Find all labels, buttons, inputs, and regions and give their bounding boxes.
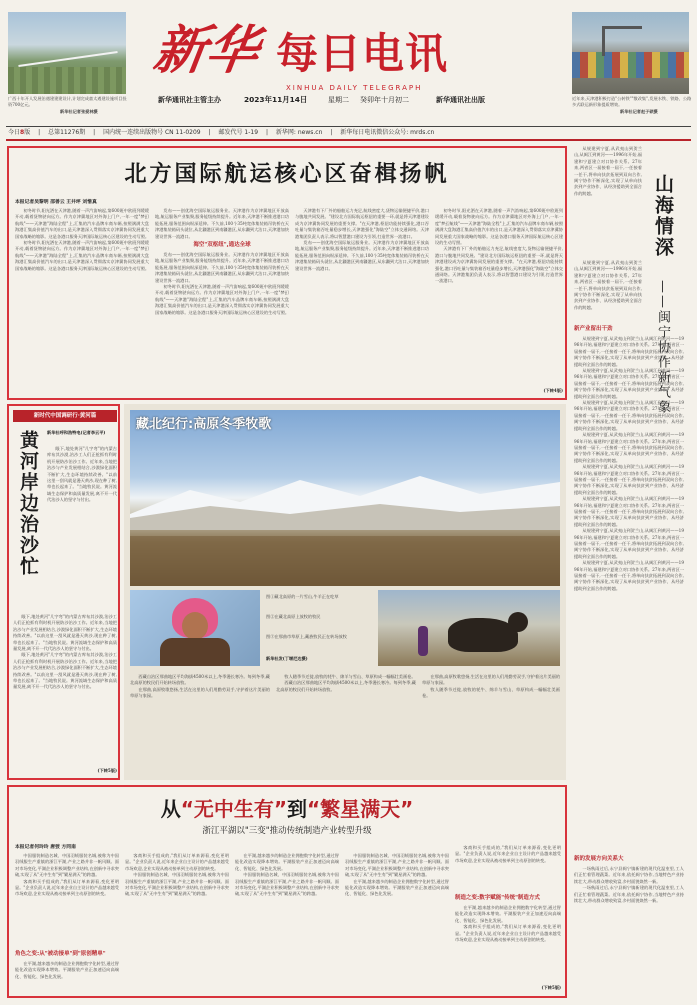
bottom-body-col1: 中国服装制造名城、中国羽绒服装名城,被称为中国羽绒服生产重镇的浙江平湖,产业之路并非一帆风顺。面对市场变化,平湖企业积极调整产业结构,在创新中寻求突破,实现了从"无中生有"到"繁星满天"的跨越。 客商和买手组成的,"我们从订单来源看,变化更明显。"企业负责人说,近年来企业自主设计的产品越来越受市场欢迎,企业实现从被动接单到主动原创的转变。: [15, 853, 119, 897]
site-link-2[interactable]: 新华每日电讯微信公众号: mrds.cn: [340, 129, 435, 136]
logo-text-meiri: 每日电讯: [276, 29, 449, 78]
series-tag[interactable]: 新时代中国调研行·黄河篇: [13, 410, 117, 422]
left-promo-credit: 新华社记者张爱林摄: [60, 109, 98, 114]
lead-byline: 本报记者吴黎明 邵善云 王井坪 刘惜真: [15, 200, 97, 205]
lead-continued[interactable]: (下转4版): [543, 388, 563, 393]
left-promo-caption: 广西十年开人发展治遇建建建设计,计划完成童太遇建设施项目投资700亿元。: [8, 96, 127, 107]
masthead-date: 2023年11月14日: [244, 95, 308, 104]
yellow-river-byline: 新华社呼和浩特电(记者李云平): [47, 430, 106, 435]
photo-feature-text-2: 牧人随季节迁徙,放牧的牦牛、绵羊与雪山、草原构成一幅幅壮美画卷。 西藏自治区那曲地区平均海拔4500米以上,冬季漫长寒冷。每到冬季,藏北高原的牧民们开始转场放牧。: [276, 674, 416, 692]
lead-headline[interactable]: 北方国际航运核心区奋楫扬帆: [124, 162, 450, 187]
masthead-lunar: 癸卯年十月初二: [360, 96, 409, 104]
bottom-subhead-2: 制造之变:数字赋能"传统"制造方式: [455, 895, 540, 901]
bottom-body-col1b: 在平湖,越来越多的制造企业拥抱数字化转型,通过智能化改造实现降本增效。平湖服装产业正加速迈向高端化、智能化、绿色化发展。: [15, 961, 119, 979]
right-subhead-2: 新的发展方向关系大: [574, 856, 624, 862]
logo-text-xinhua: 新华: [149, 20, 263, 81]
vertical-title-sub: ——闽宁协作新气象: [655, 280, 670, 415]
bottom-body-col3: 在平湖,越来越多的制造企业拥抱数字化转型,通过智能化改造实现降本增效。平湖服装产业正加速迈向高端化、智能化、绿色化发展。 中国服装制造名城、中国羽绒服装名城,被称为中国羽绒服生产重镇的浙江平湖,产业之路并非一帆风顺。面对市场变化,平湖企业积极调整产业结构,在创新中寻求突破,实现了从"无中生有"到"繁星满天"的跨越。: [235, 853, 339, 897]
right-promo-photo[interactable]: [572, 12, 689, 94]
lead-body-col3: 天津港有下厂外的船舶运力充足,航线密度大,货物运输便捷平价,港口与腹地共同发展。"建设北方国际航运枢纽的重要一环,就是将天津港建设成为京津冀协同发展的重要支撑。"在天津港,枢纽功能持续强化,港口吞吐量与集装箱吞吐量稳步增长,天津港强化"海陆空"立体交通网络。天津港集团负责人表示,将以智慧港口建设为引领,打造世界一流港口。 发布——创优海空国际航运服务业。天津港作为京津冀地区开放高地,航运服务产业集聚,服务能级持续提升。近年来,天津港不断推进港口功能拓展,服务范围向纵深延伸。不久前,100个35吨宽体集装箱吊装桥在天津港集装箱码头就位,从北疆港区到南疆港区,从东疆到大沽口,天津港加快建设世界一流港口。: [295, 208, 429, 271]
lead-subhead-1: 海空"双枢纽",通达全球: [193, 242, 251, 248]
photo-feature-yak-image[interactable]: [378, 590, 560, 666]
bottom-body-col4: 中国服装制造名城、中国羽绒服装名城,被称为中国羽绒服生产重镇的浙江平湖,产业之路并非一帆风顺。面对市场变化,平湖企业积极调整产业结构,在创新中寻求突破,实现了从"无中生有"到"繁星满天"的跨越。 在平湖,越来越多的制造企业拥抱数字化转型,通过智能化改造实现降本增效。平湖服装产业正加速迈向高端化、智能化、绿色化发展。: [345, 853, 449, 897]
right-promo-credit: 新华社记者赵子硕摄: [620, 109, 658, 114]
photo-feature: [124, 404, 566, 780]
masthead-weekday: 星期二: [328, 96, 349, 104]
photo-caption-1: 图①藏北高原的一片雪山,牛羊正在吃草: [266, 594, 339, 599]
photo-feature-text-3: 在那曲,高原牧歌悠扬,生活在这里的人们用勤劳双手,守护着这片美丽的草原与家园。 牧人随季节迁徙,放牧的牦牛、绵羊与雪山、草原构成一幅幅壮美画卷。: [422, 674, 561, 699]
cn-number: 国内统一连续出版物号 CN 11-0209: [103, 129, 201, 136]
photo-feature-text-1: 西藏自治区那曲地区平均海拔4500米以上,冬季漫长寒冷。每到冬季,藏北高原的牧民们开始转场放牧。 在那曲,高原牧歌悠扬,生活在这里的人们用勤劳双手,守护着这片美丽的草原与家园。: [130, 674, 270, 699]
yellow-river-continued[interactable]: (下转5版): [97, 768, 117, 773]
site-link[interactable]: 新华网: news.cn: [275, 129, 323, 136]
right-body-top-2: 从规建到宁夏,从武夷山到贺兰山,从闽江到黄河——1996年开始,福建和宁夏建立对口协作关系。27年来,两省区一届接着一届干,一任接着一任干,将单向扶贫拓展到双向合作,闽宁协作不断深化,实现了从单向扶贫到产业协作、从经济援助到全面合作的跨越。: [574, 260, 642, 310]
bottom-byline: 本报记者何玲玲 唐弢 方同南: [15, 845, 76, 850]
masthead: [0, 0, 697, 142]
bottom-headline[interactable]: 从“无中生有”到“繁星满天”: [160, 797, 414, 821]
masthead-logo[interactable]: [149, 18, 449, 86]
masthead-pinyin: XINHUA DAILY TELEGRAPH: [286, 84, 423, 92]
right-body-bottom: 一场秋雨过后,永宁县闽宁镇新建的现代化温室里,工人们正忙着管理蔬菜。近年来,依托闽宁协作,当地特色产业持续壮大,带动群众增收致富,乡村面貌焕然一新。 一场秋雨过后,永宁县闽宁镇新建的现代化温室里,工人们正忙着管理蔬菜。近年来,依托闽宁协作,当地特色产业持续壮大,带动群众增收致富,乡村面貌焕然一新。: [574, 866, 684, 904]
right-body-mid: 从规建到宁夏,从武夷山到贺兰山,从闽江到黄河——1996年开始,福建和宁夏建立对口协作关系。27年来,两省区一届接着一届干,一任接着一任干,将单向扶贫拓展到双向合作,闽宁协作不断深化,实现了从单向扶贫到产业协作、从经济援助到全面合作的跨越。 从规建到宁夏,从武夷山到贺兰山,从闽江到黄河——1996年开始,福建和宁夏建立对口协作关系。27年来,两省区一届接着一届干,一任接着一任干,将单向扶贫拓展到双向合作,闽宁协作不断深化,实现了从单向扶贫到产业协作、从经济援助到全面合作的跨越。 从规建到宁夏,从武夷山到贺兰山,从闽江到黄河——1996年开始,福建和宁夏建立对口协作关系。27年来,两省区一届接着一届干,一任接着一任干,将单向扶贫拓展到双向合作,闽宁协作不断深化,实现了从单向扶贫到产业协作、从经济援助到全面合作的跨越。 从规建到宁夏,从武夷山到贺兰山,从闽江到黄河——1996年开始,福建和宁夏建立对口协作关系。27年来,两省区一届接着一届干,一任接着一任干,将单向扶贫拓展到双向合作,闽宁协作不断深化,实现了从单向扶贫到产业协作、从经济援助到全面合作的跨越。 从规建到宁夏,从武夷山到贺兰山,从闽江到黄河——1996年开始,福建和宁夏建立对口协作关系。27年来,两省区一届接着一届干,一任接着一任干,将单向扶贫拓展到双向合作,闽宁协作不断深化,实现了从单向扶贫到产业协作、从经济援助到全面合作的跨越。 从规建到宁夏,从武夷山到贺兰山,从闽江到黄河——1996年开始,福建和宁夏建立对口协作关系。27年来,两省区一届接着一届干,一任接着一任干,将单向扶贫拓展到双向合作,闽宁协作不断深化,实现了从单向扶贫到产业协作、从经济援助到全面合作的跨越。 从规建到宁夏,从武夷山到贺兰山,从闽江到黄河——1996年开始,福建和宁夏建立对口协作关系。27年来,两省区一届接着一届干,一任接着一任干,将单向扶贫拓展到双向合作,闽宁协作不断深化,实现了从单向扶贫到产业协作、从经济援助到全面合作的跨越。 从规建到宁夏,从武夷山到贺兰山,从闽江到黄河——1996年开始,福建和宁夏建立对口协作关系。27年来,两省区一届接着一届干,一任接着一任干,将单向扶贫拓展到双向合作,闽宁协作不断深化,实现了从单向扶贫到产业协作、从经济援助到全面合作的跨越。: [574, 336, 684, 591]
photo-caption-2: 图②在藏北高原上放牧的牧民: [266, 614, 321, 619]
photo-credit: 新华社发(丁增尼达摄): [266, 656, 308, 661]
masthead-publisher-right: 新华通讯社出版: [436, 96, 485, 104]
right-promo-caption: 近年来,天津港积极打造"公转铁""散改集",发展水铁、铁路、公路多式联运新形象提质增效。: [572, 96, 692, 107]
yellow-river-box: [7, 404, 120, 780]
bottom-subhead-1: 角色之变:从"被动接单"到"原创精单": [15, 951, 106, 957]
photo-feature-portrait[interactable]: [130, 590, 260, 666]
bottom-body-col5b: 在平湖,越来越多的制造企业拥抱数字化转型,通过智能化改造实现降本增效。平湖服装产业正加速迈向高端化、智能化、绿色化发展。 客商和买手组成的,"我们从订单来源看,变化更明显。"企业负责人说,近年来企业自主设计的产品越来越受市场欢迎,企业实现从被动接单到主动原创的转变。: [455, 905, 561, 943]
right-subhead-1: 新产业留出干劲: [574, 326, 613, 332]
bottom-continued[interactable]: (下转5版): [541, 985, 561, 990]
issue-number: 总第11276期: [48, 129, 86, 136]
right-column: [570, 146, 691, 996]
masthead-rule-bottom: [6, 139, 691, 141]
right-body-top: 从规建到宁夏,从武夷山到贺兰山,从闽江到黄河——1996年开始,福建和宁夏建立对口协作关系。27年来,两省区一届接着一届干,一任接着一任干,将单向扶贫拓展到双向合作,闽宁协作不断深化,实现了从单向扶贫到产业协作、从经济援助到全面合作的跨越。: [574, 146, 642, 196]
photo-feature-main-image[interactable]: [130, 410, 560, 586]
yellow-river-body-b: 眼下,地处黄河"几字弯"的内蒙古库布其沙漠,治沙工人们正抢抓有利时机开展防沙治沙工作。近年来,当地把治沙与产业发展相结合,沙漠绿化面积不断扩大,生态环境持续改善。"以前这里一刮风就是漫天黄沙,现在种了树,草也长起来了。"当地牧民说。黄河流域生态保护和高质量发展,离不开一代代治沙人的坚守与付出。 眼下,地处黄河"几字弯"的内蒙古库布其沙漠,治沙工人们正抢抓有利时机开展防沙治沙工作。近年来,当地把治沙与产业发展相结合,沙漠绿化面积不断扩大,生态环境持续改善。"以前这里一刮风就是漫天黄沙,现在种了树,草也长起来了。"当地牧民说。黄河流域生态保护和高质量发展,离不开一代代治沙人的坚守与付出。: [13, 614, 117, 690]
photo-caption-3: 图③在那曲市草原上,藏族牧民正在转场放牧: [266, 634, 347, 639]
left-promo-photo[interactable]: [8, 12, 126, 94]
page-count: 8: [20, 129, 25, 136]
lead-body-col4: 初冬时节,阳光洒在天津港,随着一声汽笛响起,第600班中欧班列缓缓开动,载着货物驶向远方。作为京津冀地区对外海上门户,一年一度"梦幻航线"——天津港"海陆全程"上,汇集的汽车品牌车商车辆,按照满满大盘海港汇集高价值汽车的出口,是天津港深入贯彻落实京津冀协同发展重大国家战略的缩影。这是各港口服务天津国际航运核心区建设的生动写照。 天津港有下厂外的船舶运力充足,航线密度大,货物运输便捷平价,港口与腹地共同发展。"建设北方国际航运枢纽的重要一环,就是将天津港建设成为京津冀协同发展的重要支撑。"在天津港,枢纽功能持续强化,港口吞吐量与集装箱吞吐量稳步增长,天津港强化"海陆空"立体交通网络。天津港集团负责人表示,将以智慧港口建设为引领,打造世界一流港口。: [435, 208, 563, 284]
page-count-label: 今日: [8, 129, 21, 136]
lead-story-box: [7, 146, 567, 400]
masthead-publisher: 新华通讯社主管主办: [158, 96, 221, 104]
page-count-suffix: 版: [24, 129, 31, 136]
lead-body-col2: 发布——创优海空国际航运服务业。天津港作为京津冀地区开放高地,航运服务产业集聚,服务能级持续提升。近年来,天津港不断推进港口功能拓展,服务范围向纵深延伸。不久前,100个35吨宽体集装箱吊装桥在天津港集装箱码头就位,从北疆港区到南疆港区,从东疆到大沽口,天津港加快建设世界一流港口。: [155, 208, 289, 239]
yellow-river-body-a: 眼下,地处黄河"几字弯"的内蒙古库布其沙漠,治沙工人们正抢抓有利时机开展防沙治沙工作。近年来,当地把治沙与产业发展相结合,沙漠绿化面积不断扩大,生态环境持续改善。"以前这里一刮风就是漫天黄沙,现在种了树,草也长起来了。"当地牧民说。黄河流域生态保护和高质量发展,离不开一代代治沙人的坚守与付出。: [47, 446, 117, 503]
masthead-info-strip: 今日8版 | 总第11276期 | 国内统一连续出版物号 CN 11-0209 | 邮发代号 1-19 | 新华网: news.cn | 新华每日电讯微信公众号: mrds.cn: [8, 129, 435, 136]
yellow-river-headline[interactable]: 黄河岸边治沙忙: [17, 430, 39, 577]
bottom-body-col2: 客商和买手组成的,"我们从订单来源看,变化更明显。"企业负责人说,近年来企业自主设计的产品越来越受市场欢迎,企业实现从被动接单到主动原创的转变。 中国服装制造名城、中国羽绒服装名城,被称为中国羽绒服生产重镇的浙江平湖,产业之路并非一帆风顺。面对市场变化,平湖企业积极调整产业结构,在创新中寻求突破,实现了从"无中生有"到"繁星满天"的跨越。: [125, 853, 229, 897]
lead-body-col2b: 发布——创优海空国际航运服务业。天津港作为京津冀地区开放高地,航运服务产业集聚,服务能级持续提升。近年来,天津港不断推进港口功能拓展,服务范围向纵深延伸。不久前,100个35吨宽体集装箱吊装桥在天津港集装箱码头就位,从北疆港区到南疆港区,从东疆到大沽口,天津港加快建设世界一流港口。 初冬时节,阳光洒在天津港,随着一声汽笛响起,第600班中欧班列缓缓开动,载着货物驶向远方。作为京津冀地区对外海上门户,一年一度"梦幻航线"——天津港"海陆全程"上,汇集的汽车品牌车商车辆,按照满满大盘海港汇集高价值汽车的出口,是天津港深入贯彻落实京津冀协同发展重大国家战略的缩影。这是各港口服务天津国际航运核心区建设的生动写照。: [155, 252, 290, 315]
photo-feature-title[interactable]: 藏北纪行:高原冬季牧歌: [136, 417, 272, 432]
mountain-range-graphic: [130, 410, 560, 586]
bottom-body-col5a: 客商和买手组成的,"我们从订单来源看,变化更明显。"企业负责人说,近年来企业自主设计的产品越来越受市场欢迎,企业实现从被动接单到主动原创的转变。: [455, 845, 561, 863]
bottom-story-box: [7, 785, 567, 998]
vertical-title-main[interactable]: 山海情深: [652, 174, 674, 258]
bottom-deck: 浙江平湖以"三变"推动传统制造产业转型升级: [202, 826, 372, 836]
post-code: 邮发代号 1-19: [218, 129, 259, 136]
lead-body-col1: 初冬时节,阳光洒在天津港,随着一声汽笛响起,第600班中欧班列缓缓开动,载着货物驶向远方。作为京津冀地区对外海上门户,一年一度"梦幻航线"——天津港"海陆全程"上,汇集的汽车品牌车商车辆,按照满满大盘海港汇集高价值汽车的出口,是天津港深入贯彻落实京津冀协同发展重大国家战略的缩影。这是各港口服务天津国际航运核心区建设的生动写照。 初冬时节,阳光洒在天津港,随着一声汽笛响起,第600班中欧班列缓缓开动,载着货物驶向远方。作为京津冀地区对外海上门户,一年一度"梦幻航线"——天津港"海陆全程"上,汇集的汽车品牌车商车辆,按照满满大盘海港汇集高价值汽车的出口,是天津港深入贯彻落实京津冀协同发展重大国家战略的缩影。这是各港口服务天津国际航运核心区建设的生动写照。: [15, 208, 150, 271]
